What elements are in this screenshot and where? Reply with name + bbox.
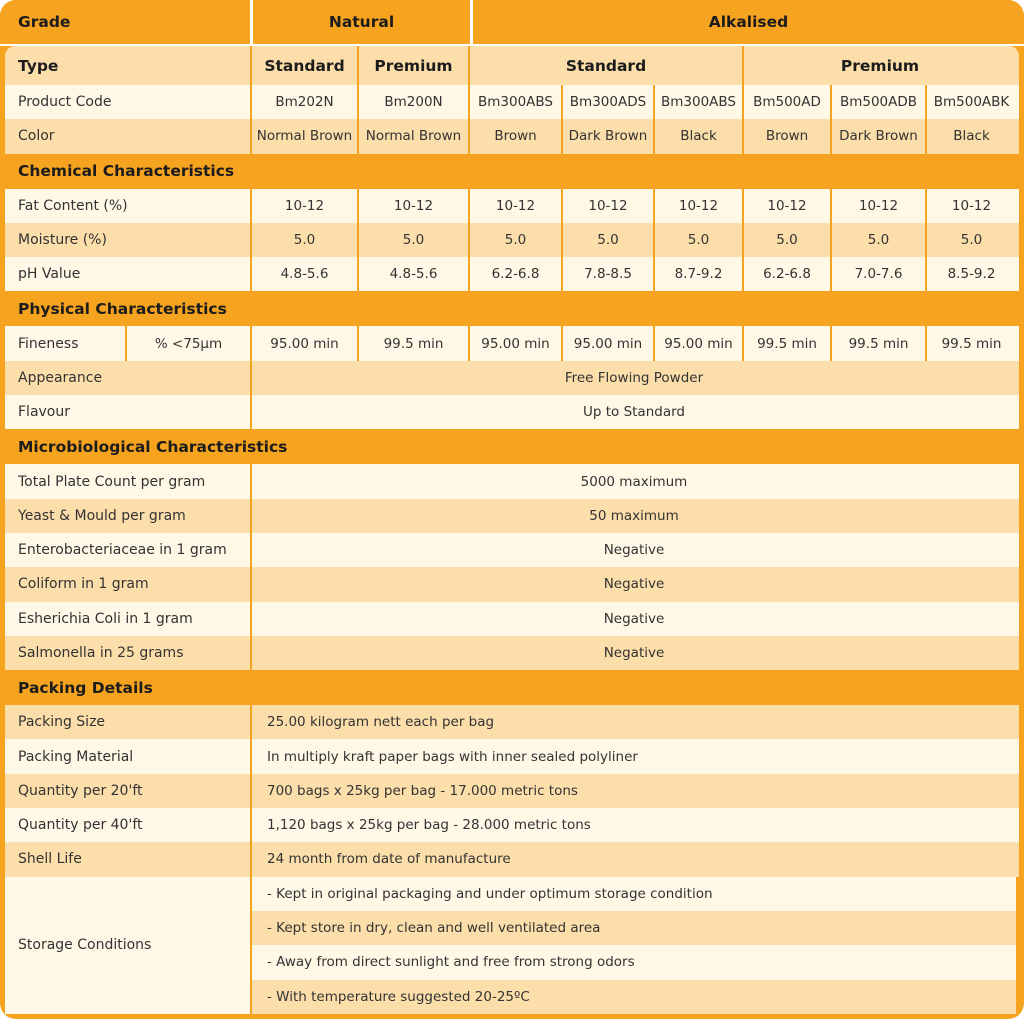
storage-line: - Away from direct sunlight and free from strong odors <box>250 945 1016 979</box>
product-code-cell: Bm500ADB <box>830 85 925 119</box>
fat-cell: 10-12 <box>925 189 1016 223</box>
ph-cell: 6.2-6.8 <box>742 257 830 291</box>
fat-content-row <box>5 189 1019 223</box>
micro-row <box>5 464 1019 498</box>
micro-row <box>5 567 1019 601</box>
type-alkalised-standard: Standard <box>468 46 742 85</box>
row-label: Salmonella in 25 grams <box>18 645 184 661</box>
color-cell: Normal Brown <box>357 119 468 153</box>
section-header-chemical: Chemical Characteristics <box>0 154 1024 189</box>
product-code-cell: Bm300ABS <box>468 85 561 119</box>
moisture-cell: 5.0 <box>468 223 561 257</box>
fat-cell: 10-12 <box>653 189 742 223</box>
product-code-row <box>5 85 1019 119</box>
color-cell: Brown <box>468 119 561 153</box>
moisture-cell: 5.0 <box>250 223 357 257</box>
packing-value: 1,120 bags x 25kg per bag - 28.000 metric tons <box>250 808 1016 842</box>
fat-cell: 10-12 <box>830 189 925 223</box>
table-body <box>0 46 1024 1019</box>
micro-value: 5000 maximum <box>250 464 1016 498</box>
micro-value: Negative <box>250 602 1016 636</box>
type-natural-standard: Standard <box>250 46 357 85</box>
moisture-cell: 5.0 <box>830 223 925 257</box>
fineness-cell: 95.00 min <box>653 326 742 360</box>
micro-value: Negative <box>250 567 1016 601</box>
fineness-cell: 99.5 min <box>742 326 830 360</box>
row-label: pH Value <box>18 266 81 283</box>
storage-lines <box>250 877 1016 1014</box>
moisture-row <box>5 223 1019 257</box>
section-header-packing: Packing Details <box>0 670 1024 705</box>
flavour-row <box>5 395 1019 429</box>
product-code-cell: Bm500ABK <box>925 85 1016 119</box>
row-label: Storage Conditions <box>5 877 250 1014</box>
ph-cell: 8.5-9.2 <box>925 257 1016 291</box>
product-code-cell: Bm500AD <box>742 85 830 119</box>
appearance-row <box>5 361 1019 395</box>
row-label: Appearance <box>18 369 103 386</box>
packing-value: 25.00 kilogram nett each per bag <box>250 705 1016 739</box>
row-label: Moisture (%) <box>18 232 107 249</box>
ph-row <box>5 257 1019 291</box>
row-label: Fat Content (%) <box>18 197 128 214</box>
fineness-cell: 99.5 min <box>830 326 925 360</box>
grade-header-cell: Grade <box>18 13 71 31</box>
row-label: Product Code <box>18 94 112 111</box>
row-label: Enterobacteriaceae in 1 gram <box>18 542 227 559</box>
row-label: Yeast & Mould per gram <box>18 507 186 524</box>
type-header-row <box>5 46 1019 85</box>
moisture-cell: 5.0 <box>357 223 468 257</box>
fineness-cell: 99.5 min <box>357 326 468 360</box>
natural-group-header: Natural <box>250 0 470 44</box>
row-label: Coliform in 1 gram <box>18 576 149 593</box>
micro-value: Negative <box>250 636 1016 670</box>
product-code-cell: Bm200N <box>357 85 468 119</box>
packing-value: In multiply kraft paper bags with inner sealed polyliner <box>250 739 1016 773</box>
color-cell: Black <box>653 119 742 153</box>
ph-cell: 8.7-9.2 <box>653 257 742 291</box>
moisture-cell: 5.0 <box>561 223 653 257</box>
fineness-cell: 99.5 min <box>925 326 1016 360</box>
fat-cell: 10-12 <box>357 189 468 223</box>
fat-cell: 10-12 <box>561 189 653 223</box>
grade-header-row <box>0 0 1024 44</box>
storage-line: - Kept in original packaging and under optimum storage condition <box>250 877 1016 911</box>
moisture-cell: 5.0 <box>742 223 830 257</box>
fineness-cell: 95.00 min <box>561 326 653 360</box>
storage-conditions-row <box>5 877 1019 1014</box>
product-code-cell: Bm300ADS <box>561 85 653 119</box>
type-alkalised-premium: Premium <box>742 46 1016 85</box>
fat-cell: 10-12 <box>250 189 357 223</box>
micro-value: 50 maximum <box>250 499 1016 533</box>
packing-row <box>5 705 1019 739</box>
packing-row <box>5 774 1019 808</box>
row-label: Quantity per 40'ft <box>18 817 143 834</box>
fat-cell: 10-12 <box>468 189 561 223</box>
micro-row <box>5 533 1019 567</box>
row-label: Packing Size <box>18 714 106 731</box>
ph-cell: 4.8-5.6 <box>357 257 468 291</box>
moisture-cell: 5.0 <box>653 223 742 257</box>
micro-row <box>5 636 1019 670</box>
storage-line: - Kept store in dry, clean and well ventilated area <box>250 911 1016 945</box>
ph-cell: 4.8-5.6 <box>250 257 357 291</box>
micro-value: Negative <box>250 533 1016 567</box>
type-natural-premium: Premium <box>357 46 468 85</box>
micro-row <box>5 602 1019 636</box>
product-code-cell: Bm300ABS <box>653 85 742 119</box>
alkalised-group-header: Alkalised <box>470 0 1024 44</box>
ph-cell: 7.8-8.5 <box>561 257 653 291</box>
packing-row <box>5 842 1019 876</box>
storage-line: - With temperature suggested 20-25ºC <box>250 980 1016 1014</box>
row-label: Fineness <box>18 335 79 352</box>
fineness-cell: 95.00 min <box>468 326 561 360</box>
color-cell: Dark Brown <box>830 119 925 153</box>
row-label: Packing Material <box>18 748 134 765</box>
fineness-row <box>5 326 1019 360</box>
row-label: Color <box>18 128 55 145</box>
packing-value: 700 bags x 25kg per bag - 17.000 metric tons <box>250 774 1016 808</box>
color-cell: Normal Brown <box>250 119 357 153</box>
ph-cell: 6.2-6.8 <box>468 257 561 291</box>
row-label: Flavour <box>18 404 71 421</box>
row-label: Total Plate Count per gram <box>18 473 206 490</box>
packing-value: 24 month from date of manufacture <box>250 842 1016 876</box>
appearance-value: Free Flowing Powder <box>250 361 1016 395</box>
row-label: Quantity per 20'ft <box>18 782 143 799</box>
ph-cell: 7.0-7.6 <box>830 257 925 291</box>
fineness-sublabel: % <75µm <box>125 326 250 360</box>
color-cell: Brown <box>742 119 830 153</box>
row-label: Esherichia Coli in 1 gram <box>18 610 193 627</box>
section-header-microbiological: Microbiological Characteristics <box>0 429 1024 464</box>
flavour-value: Up to Standard <box>250 395 1016 429</box>
packing-row <box>5 808 1019 842</box>
packing-row <box>5 739 1019 773</box>
row-label: Shell Life <box>18 851 82 868</box>
micro-row <box>5 499 1019 533</box>
moisture-cell: 5.0 <box>925 223 1016 257</box>
product-code-cell: Bm202N <box>250 85 357 119</box>
color-cell: Dark Brown <box>561 119 653 153</box>
color-row <box>5 119 1019 153</box>
fineness-cell: 95.00 min <box>250 326 357 360</box>
fat-cell: 10-12 <box>742 189 830 223</box>
section-header-physical: Physical Characteristics <box>0 291 1024 326</box>
type-header-cell: Type <box>18 56 59 75</box>
color-cell: Black <box>925 119 1016 153</box>
